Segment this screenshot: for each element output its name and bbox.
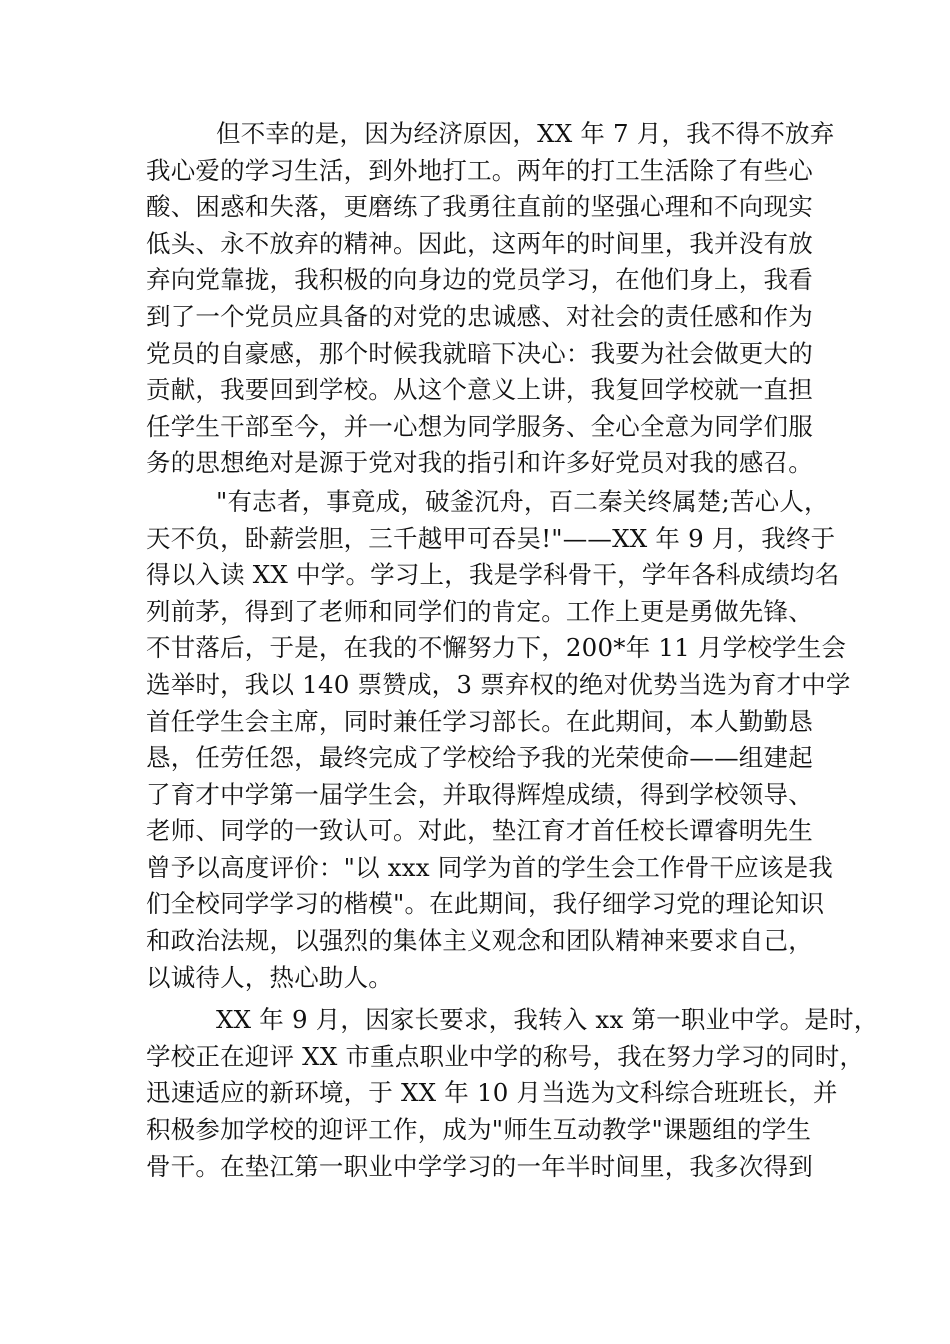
paragraph-line: 列前茅，得到了老师和同学们的肯定。工作上更是勇做先锋、 [146, 596, 813, 626]
paragraph-line: 首任学生会主席，同时兼任学习部长。在此期间，本人勤勤恳 [146, 706, 813, 736]
paragraph-line: 弃向党靠拢，我积极的向身边的党员学习，在他们身上，我看 [146, 265, 813, 295]
paragraph-line: 不甘落后，于是，在我的不懈努力下，200*年 11 月学校学生会 [146, 633, 847, 663]
paragraph-line: 但不幸的是，因为经济原因，XX 年 7 月，我不得不放弃 [216, 119, 835, 148]
paragraph-line: 到了一个党员应具备的对党的忠诚感、对社会的责任感和作为 [146, 301, 813, 331]
paragraph-line: 得以入读 XX 中学。学习上，我是学科骨干，学年各科成绩均名 [146, 560, 840, 590]
paragraph-line: 们全校同学学习的楷模"。在此期间，我仔细学习党的理论知识 [146, 889, 825, 919]
paragraph-line: 我心爱的学习生活，到外地打工。两年的打工生活除了有些心 [146, 155, 813, 185]
paragraph-line: 恳，任劳任怨，最终完成了学校给予我的光荣使命——组建起 [146, 743, 813, 773]
paragraph-line: 天不负，卧薪尝胆，三千越甲可吞吴!"——XX 年 9 月，我终于 [146, 523, 836, 553]
document-body [146, 116, 879, 1185]
paragraph-line: 党员的自豪感，那个时候我就暗下决心：我要为社会做更大的 [146, 338, 813, 368]
paragraph-1 [146, 116, 835, 482]
paragraph-line: 选举时，我以 140 票赞成，3 票弃权的绝对优势当选为育才中学 [146, 669, 851, 699]
paragraph-line: 迅速适应的新环境，于 XX 年 10 月当选为文科综合班班长，并 [146, 1078, 838, 1108]
paragraph-line: 任学生干部至今，并一心想为同学服务、全心全意为同学们服 [146, 411, 813, 441]
paragraph-line: 务的思想绝对是源于党对我的指引和许多好党员对我的感召。 [146, 448, 813, 478]
paragraph-line: 贡献，我要回到学校。从这个意义上讲，我复回学校就一直担 [146, 375, 813, 405]
paragraph-line: 积极参加学校的迎评工作，成为"师生互动教学"课题组的学生 [146, 1115, 812, 1145]
paragraph-line: 骨干。在垫江第一职业中学学习的一年半时间里，我多次得到 [146, 1151, 813, 1181]
paragraph-2 [146, 484, 851, 996]
paragraph-line: 学校正在迎评 XX 市重点职业中学的称号，我在努力学习的同时， [146, 1041, 865, 1071]
paragraph-line: 曾予以高度评价："以 xxx 同学为首的学生会工作骨干应该是我 [146, 852, 833, 882]
paragraph-line: 酸、困惑和失落，更磨练了我勇往直前的坚强心理和不向现实 [146, 192, 813, 222]
paragraph-line: 低头、永不放弃的精神。因此，这两年的时间里，我并没有放 [146, 228, 813, 258]
paragraph-line: XX 年 9 月，因家长要求，我转入 xx 第一职业中学。是时， [216, 1005, 879, 1035]
paragraph-3 [146, 1002, 879, 1185]
paragraph-line: "有志者，事竟成，破釜沉舟，百二秦关终属楚;苦心人， [216, 486, 829, 516]
paragraph-line: 了育才中学第一届学生会，并取得辉煌成绩，得到学校领导、 [146, 779, 813, 809]
paragraph-line: 和政治法规，以强烈的集体主义观念和团队精神来要求自己， [146, 926, 813, 956]
paragraph-line: 以诚待人，热心助人。 [146, 962, 393, 992]
paragraph-line: 老师、同学的一致认可。对此，垫江育才首任校长谭睿明先生 [146, 816, 813, 846]
